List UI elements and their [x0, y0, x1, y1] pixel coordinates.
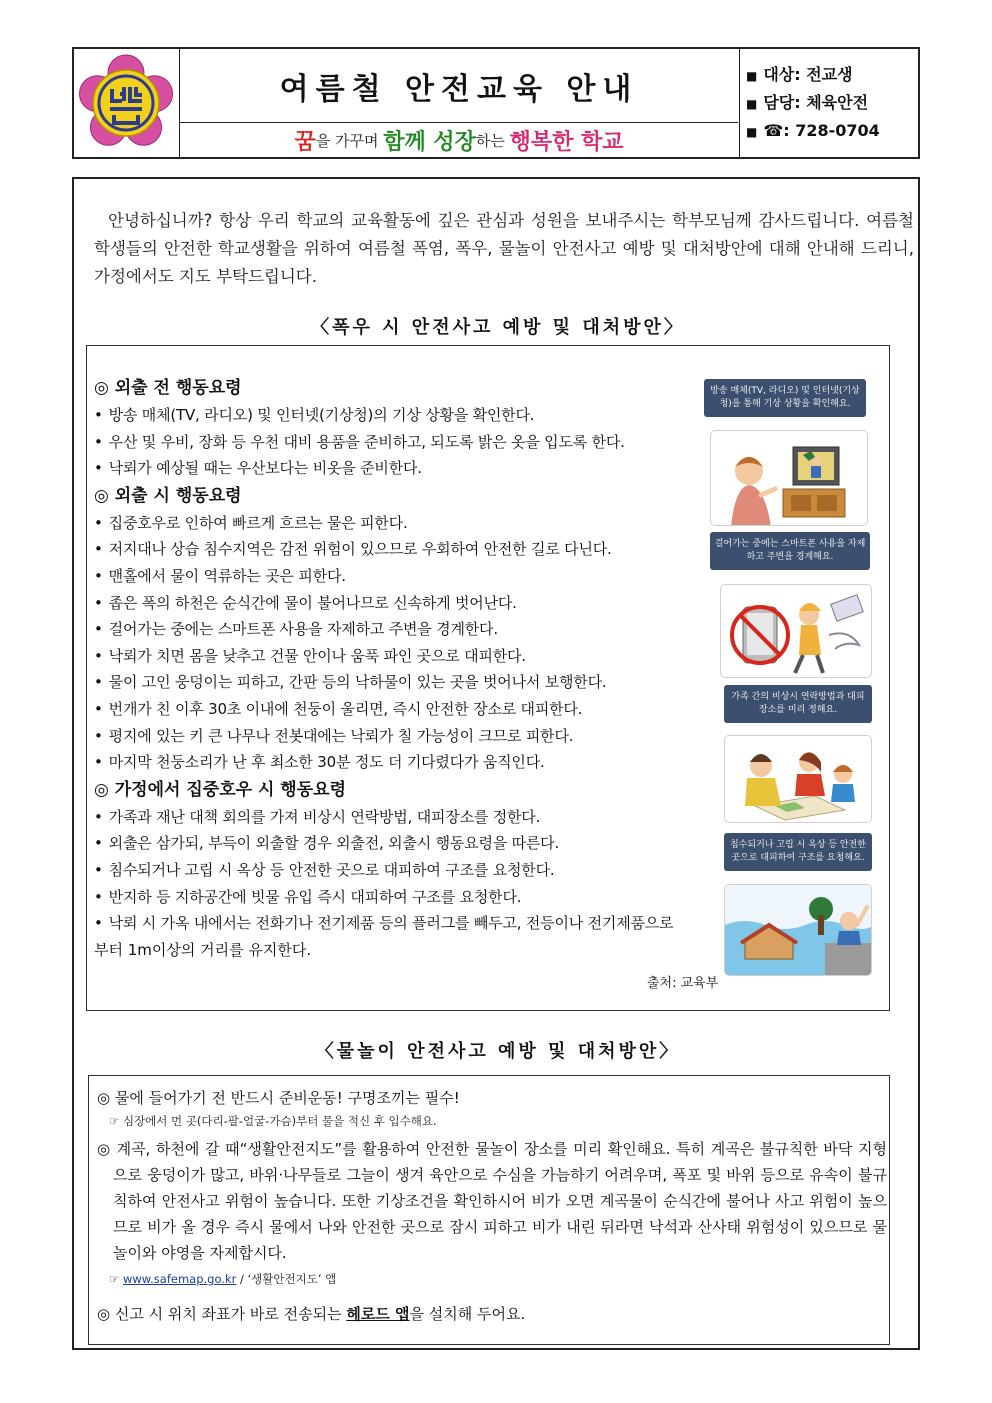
list-item: • 집중호우로 인하여 빠르게 흐르는 물은 피한다.	[94, 510, 734, 537]
list-item: • 번개가 친 이후 30초 이내에 천둥이 울리면, 즉시 안전한 장소로 대피한다.	[94, 696, 734, 723]
flood-illustration	[724, 884, 872, 976]
list-item: • 방송 매체(TV, 라디오) 및 인터넷(기상청)의 기상 상황을 확인한다.	[94, 402, 734, 429]
caption-weather: 방송 매체(TV, 라디오) 및 인터넷(기상청)을 통해 기상 상황을 확인해요.	[704, 379, 866, 417]
motto-word-happy: 행복한 학교	[509, 130, 624, 155]
list-item: • 외출은 삼가되, 부득이 외출할 경우 외출전, 외출시 행동요령을 따른다.	[94, 830, 734, 857]
info-manager: ■ 담당: 체육안전	[746, 93, 869, 112]
heading-before-going-out: ◎ 외출 전 행동요령	[94, 378, 242, 398]
safemap-link[interactable]: www.safemap.go.kr	[122, 1272, 237, 1286]
list-item: • 침수되거나 고립 시 옥상 등 안전한 곳으로 대피하여 구조를 요청한다.	[94, 857, 734, 884]
water-safety-box	[88, 1075, 890, 1345]
title-cell	[180, 49, 740, 157]
list-item: • 맨홀에서 물이 역류하는 곳은 피한다.	[94, 563, 734, 590]
source-credit: 출처: 교육부	[647, 976, 719, 991]
family-illustration	[724, 735, 872, 823]
header-table	[72, 47, 920, 159]
motto-word-dream: 꿈	[294, 130, 316, 155]
water-tip-app: ◎ 신고 시 위치 좌표가 바로 전송되는 헤로드 앱을 설치해 두어요.	[97, 1305, 526, 1323]
rain-list	[94, 374, 734, 963]
list-item: • 가족과 재난 대책 회의를 가져 비상시 연락방법, 대피장소를 정한다.	[94, 804, 734, 831]
info-target: ■ 대상: 전교생	[746, 65, 853, 84]
page-title: 여름철 안전교육 안내	[279, 71, 639, 107]
list-item: • 우산 및 우비, 장화 등 우천 대비 용품을 준비하고, 되도록 밝은 옷을 입도록 한다.	[94, 429, 734, 456]
watching-tv-illustration-icon	[711, 431, 868, 526]
list-item: • 낙뢰 시 가옥 내에서는 전화기나 전기제품 등의 플러그를 빼두고, 전등이나 전기제품으로	[94, 910, 734, 937]
info-phone: ■ ☎: 728-0704	[746, 121, 880, 140]
tv-illustration	[710, 430, 868, 526]
main-content	[72, 177, 920, 1350]
water-list	[97, 1086, 887, 1326]
intro-paragraph: 안녕하십니까? 항상 우리 학교의 교육활동에 깊은 관심과 성원을 보내주시는 학부모님께 감사드립니다. 여름철 학생들의 안전한 학교생활을 위하여 여름철 폭염, 폭우, 물놀이 안전사고 예방 및 대처방안에 대해 안내해 드리니, 가정에서도 지도 부탁드립니다.	[94, 211, 914, 286]
list-item: • 물이 고인 웅덩이는 피하고, 간판 등의 낙하물이 있는 곳을 벗어나서 보행한다.	[94, 669, 734, 696]
family-meeting-illustration-icon	[725, 736, 872, 823]
list-item: • 낙뢰가 예상될 때는 우산보다는 비옷을 준비한다.	[94, 455, 734, 482]
square-bullet-icon: ■	[746, 97, 758, 111]
rain-safety-box	[86, 345, 890, 1011]
list-item: • 좁은 폭의 하천은 순식간에 물이 불어나므로 신속하게 벗어난다.	[94, 590, 734, 617]
no-smartphone-illustration-icon	[721, 585, 872, 678]
logo-cell	[74, 49, 180, 157]
caption-family-plan: 가족 간의 비상시 연락방법과 대피장소를 미리 정해요.	[724, 685, 872, 723]
list-item-continuation: 부터 1m이상의 거리를 유지한다.	[94, 940, 312, 959]
title-box	[180, 49, 738, 123]
square-bullet-icon: ■	[746, 125, 758, 139]
heading-when-out: ◎ 외출 시 행동요령	[94, 485, 242, 506]
info-cell	[740, 49, 918, 157]
list-item: • 반지하 등 지하공간에 빗물 유입 즉시 대피하여 구조를 요청한다.	[94, 884, 734, 911]
list-item: • 마지막 천둥소리가 난 후 최소한 30분 정도 더 기다렸다가 움직인다.	[94, 749, 734, 776]
herod-app-name: 헤로드 앱	[346, 1305, 410, 1323]
water-tip-warmup-note: ☞ 심장에서 먼 곳(다리-팔-얼굴-가슴)부터 물을 적신 후 입수해요.	[109, 1114, 437, 1128]
list-item: • 낙뢰가 치면 몸을 낮추고 건물 안이나 움푹 파인 곳으로 대피한다.	[94, 643, 734, 670]
section-title-rain: 〈폭우 시 안전사고 예방 및 대처방안〉	[311, 317, 685, 338]
caption-smartphone: 걸어가는 중에는 스마트폰 사용을 자제하고 주변을 경계해요.	[710, 532, 870, 570]
water-tip-safemap: ◎ 계곡, 하천에 갈 때“생활안전지도”를 활용하여 안전한 물놀이 장소를 미리 확인해요. 특히 계곡은 불규칙한 바닥 지형으로 웅덩이가 많고, 바위·나무들로 그늘이 생겨 육안으로 수심을 가늠하기 어려우며, 폭포 및 바위 등으로 유속이 불규칙하여 안전사고 위험이 높습니다. 또한 기상조건을 확인하시어 비가 오면 계곡물이 순식간에 불어나 사고 위험이 높으므로 비가 올 경우 즉시 물에서 나와 안전한 곳으로 잠시 피하고 비가 내린 뒤라면 낙석과 산사태 위험성이 있으므로 물놀이와 야영을 자제합시다.	[97, 1140, 887, 1262]
smartphone-illustration	[720, 584, 872, 678]
heading-at-home: ◎ 가정에서 집중호우 시 행동요령	[94, 779, 346, 800]
motto-word-grow: 함께 성장	[383, 130, 476, 155]
caption-flood-rescue: 침수되거나 고립 시 옥상 등 안전한 곳으로 대피하여 구조를 요청해요.	[724, 833, 872, 871]
list-item: • 평지에 있는 키 큰 나무나 전봇대에는 낙뢰가 칠 가능성이 크므로 피한다.	[94, 723, 734, 750]
flood-rescue-illustration-icon	[725, 885, 872, 976]
school-motto	[180, 124, 738, 157]
square-bullet-icon: ■	[746, 69, 758, 83]
school-emblem-icon	[74, 49, 178, 157]
list-item: • 걸어가는 중에는 스마트폰 사용을 자제하고 주변을 경계한다.	[94, 616, 734, 643]
motto-word-2: 을 가꾸며	[315, 132, 384, 150]
list-item: • 저지대나 상습 침수지역은 감전 위험이 있으므로 우회하여 안전한 길로 다닌다.	[94, 536, 734, 563]
motto-word-4: 하는	[475, 132, 510, 150]
safemap-link-line: ☞ www.safemap.go.kr / ‘생활안전지도’ 앱	[109, 1272, 337, 1286]
section-title-water: 〈물놀이 안전사고 예방 및 대처방안〉	[315, 1041, 681, 1062]
water-tip-warmup: ◎ 물에 들어가기 전 반드시 준비운동! 구명조끼는 필수!	[97, 1089, 460, 1107]
